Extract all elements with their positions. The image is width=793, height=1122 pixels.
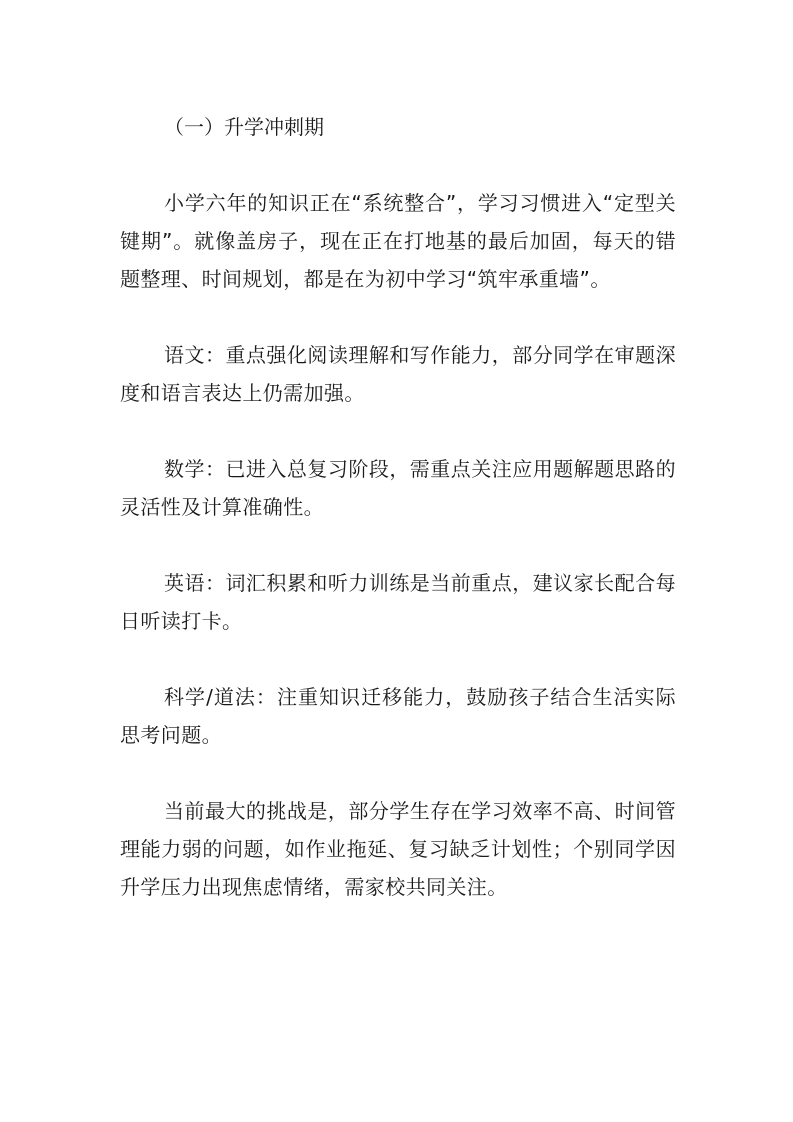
- spacer: [120, 412, 676, 450]
- spacer: [120, 298, 676, 336]
- paragraph-chinese: 语文：重点强化阅读理解和写作能力，部分同学在审题深度和语言表达上仍需加强。: [120, 343, 676, 405]
- paragraph-math: 数学：已进入总复习阶段，需重点关注应用题解题思路的灵活性及计算准确性。: [120, 457, 676, 519]
- spacer: [120, 640, 676, 678]
- paragraph-challenges: 当前最大的挑战是，部分学生存在学习效率不高、时间管理能力弱的问题，如作业拖延、复习缺乏计划性；个别同学因升学压力出现焦虑情绪，需家校共同关注。: [120, 799, 676, 899]
- paragraph-english: 英语：词汇积累和听力训练是当前重点，建议家长配合每日听读打卡。: [120, 571, 676, 633]
- section-heading: （一）升学冲刺期: [164, 115, 324, 139]
- document-page: [120, 108, 676, 906]
- paragraph-science: 科学/道法：注重知识迁移能力，鼓励孩子结合生活实际思考问题。: [120, 685, 676, 747]
- spacer: [120, 526, 676, 564]
- spacer: [120, 146, 676, 184]
- paragraph-overview: 小学六年的知识正在“系统整合”，学习习惯进入“定型关键期”。就像盖房子，现在正在打地基的最后加固，每天的错题整理、时间规划，都是在为初中学习“筑牢承重墙”。: [120, 191, 676, 291]
- spacer: [120, 754, 676, 792]
